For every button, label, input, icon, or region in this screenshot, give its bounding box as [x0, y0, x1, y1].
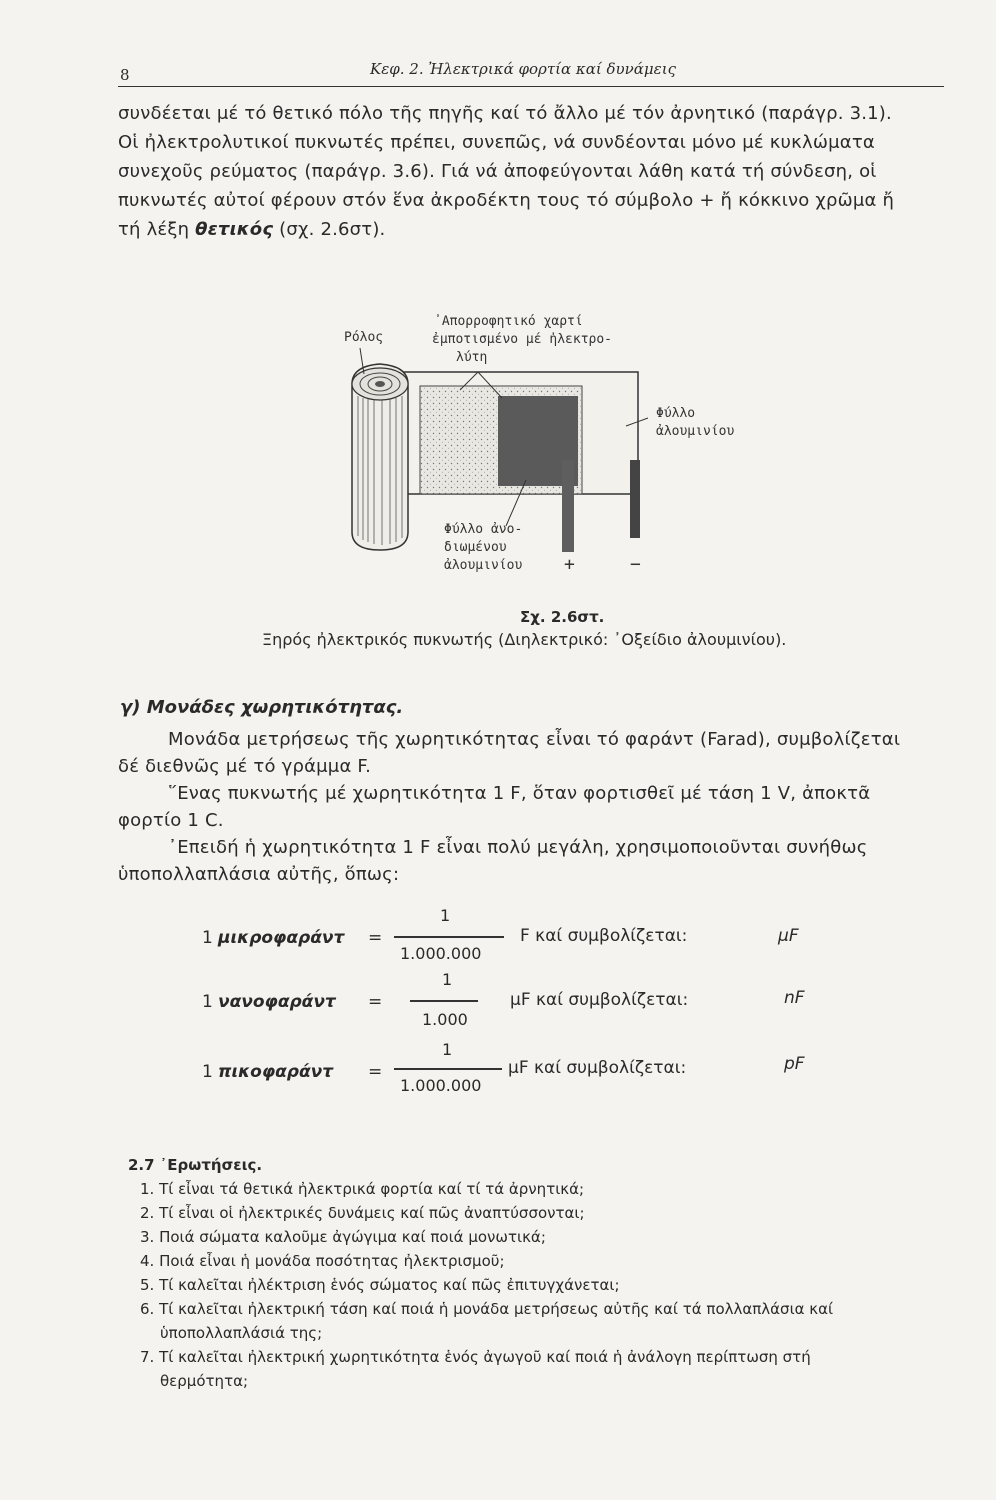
- formula-unit: F καί συμβολίζεται:: [520, 926, 688, 946]
- units-paragraph: [118, 716, 900, 888]
- formula-name: πικοφαράντ: [218, 1062, 334, 1082]
- intro-line: [118, 216, 894, 245]
- capacitor-figure: [330, 300, 760, 590]
- question-item: 3. Ποιά σώματα καλοῦμε ἀγώγιμα καί ποιά μονωτικά;: [140, 1228, 546, 1246]
- question-item: 6. Τί καλεῖται ἠλεκτρική τάση καί ποιά ἡ μονάδα μετρήσεως αὐτῆς καί τά πολλαπλάσια καί: [140, 1300, 834, 1318]
- formula-symbol: pF: [784, 1054, 805, 1074]
- formula-name: μικροφαράντ: [218, 928, 345, 948]
- chapter-title: Κεφ. 2. Ἠλεκτρικά φορτία καί δυνάμεις: [370, 60, 676, 78]
- intro-line: Οἱ ἠλεκτρολυτικοί πυκνωτές πρέπει, συνεπῶς, νά συνδέονται μόνο μέ κυκλώματα: [118, 132, 875, 153]
- question-item: 5. Τί καλεῖται ἠλέκτριση ἑνός σώματος καί πῶς ἐπιτυγχάνεται;: [140, 1276, 620, 1294]
- formula-unit: μF καί συμβολίζεται:: [510, 990, 689, 1010]
- label-paper: ᾿Απορροφητικό χαρτί: [434, 314, 583, 329]
- units-line: ῞Ενας πυκνωτής μέ χωρητικότητα 1 F, ὅταν φορτισθεῖ μέ τάση 1 V, ἀποκτᾶ: [168, 783, 871, 804]
- question-item: 4. Ποιά εἶναι ἡ μονάδα ποσότητας ἠλεκτρισμοῦ;: [140, 1252, 505, 1270]
- formula-one: 1: [202, 928, 213, 948]
- figure-caption: Ξηρός ἠλεκτρικός πυκνωτής (Διηλεκτρικό: ᾿Οξείδιο ἀλουμινίου).: [262, 630, 787, 649]
- intro-line: πυκνωτές αὐτοί φέρουν στόν ἕνα ἀκροδέκτη τους τό σύμβολο + ἤ κόκκινο χρῶμα ἤ: [118, 190, 895, 211]
- intro-text: τή λέξη: [118, 219, 196, 240]
- figure-number: Σχ. 2.6στ.: [520, 608, 605, 626]
- label-paper: λύτη: [456, 350, 488, 365]
- questions-list: [140, 1177, 833, 1393]
- units-line: ᾿Επειδή ἡ χωρητικότητα 1 F εἶναι πολύ μεγάλη, χρησιμοποιοῦνται συνήθως: [168, 837, 868, 858]
- emphasis-word: θετικός: [195, 219, 274, 240]
- label-anodized-foil: ἀλουμινίου: [444, 558, 523, 573]
- formula-one: 1: [202, 1062, 213, 1082]
- label-roll: Ρόλος: [344, 330, 384, 345]
- intro-line: συνεχοῦς ρεύματος (παράγρ. 3.6). Γιά νά ἀποφεύγονται λάθη κατά τή σύνδεση, οἱ: [118, 161, 877, 182]
- questions-heading: 2.7 ᾿Ερωτήσεις.: [128, 1156, 263, 1174]
- fraction-numerator: 1: [442, 1040, 453, 1059]
- fraction-numerator: 1: [442, 970, 453, 989]
- label-foil: Φύλλο: [656, 406, 696, 421]
- formula-name: νανοφαράντ: [218, 992, 336, 1012]
- negative-terminal: [630, 460, 640, 538]
- fraction-denominator: 1.000: [422, 1010, 468, 1029]
- page-header: [118, 60, 944, 87]
- formula-equals: =: [368, 992, 383, 1012]
- label-paper: ἐμποτισμένο μέ ἠλεκτρο-: [432, 332, 613, 347]
- question-item: 1. Τί εἶναι τά θετικά ἠλεκτρικά φορτία καί τί τά ἀρνητικά;: [140, 1180, 585, 1198]
- question-item: 2. Τί εἶναι οἱ ἠλεκτρικές δυνάμεις καί πῶς ἀναπτύσσονται;: [140, 1204, 585, 1222]
- question-item: 7. Τί καλεῖται ἠλεκτρική χωρητικότητα ἑνός ἀγωγοῦ καί ποιά ἡ ἀνάλογη περίπτωση στή: [140, 1348, 811, 1366]
- units-line: φορτίο 1 C.: [118, 810, 224, 831]
- formula-one: 1: [202, 992, 213, 1012]
- page-number: 8: [120, 66, 130, 84]
- fraction-bar: [394, 1068, 502, 1070]
- formula-symbol: nF: [784, 988, 805, 1008]
- intro-line: συνδέεται μέ τό θετικό πόλο τῆς πηγῆς καί τό ἄλλο μέ τόν ἀρνητικό (παράγρ. 3.1).: [118, 103, 892, 124]
- intro-paragraph: [118, 100, 894, 245]
- formula-equals: =: [368, 1062, 383, 1082]
- positive-terminal: [562, 460, 574, 552]
- fraction-numerator: 1: [440, 906, 451, 925]
- fraction-bar: [410, 1000, 478, 1002]
- formula-unit: μF καί συμβολίζεται:: [508, 1058, 687, 1078]
- fraction-denominator: 1.000.000: [400, 944, 482, 963]
- units-line: Μονάδα μετρήσεως τῆς χωρητικότητας εἶναι τό φαράντ (Farad), συμβολίζεται: [168, 729, 901, 750]
- units-line: δέ διεθνῶς μέ τό γράμμα F.: [118, 756, 372, 777]
- formula-symbol: μF: [778, 926, 799, 946]
- label-anodized-foil: διωμένου: [444, 540, 507, 555]
- units-line: ὑποπολλαπλάσια αὐτῆς, ὅπως:: [118, 864, 400, 885]
- plus-sign: +: [564, 554, 575, 575]
- question-continuation: θερμότητα;: [160, 1372, 249, 1390]
- formula-equals: =: [368, 928, 383, 948]
- fraction-bar: [394, 936, 504, 938]
- minus-sign: −: [630, 554, 641, 575]
- intro-text: (σχ. 2.6στ).: [273, 219, 386, 240]
- fraction-denominator: 1.000.000: [400, 1076, 482, 1095]
- label-foil: ἀλουμινίου: [656, 424, 735, 439]
- section-heading: γ) Μονάδες χωρητικότητας.: [120, 697, 404, 718]
- label-anodized-foil: Φύλλο ἀνο-: [444, 522, 523, 537]
- question-continuation: ὑποπολλαπλάσιά της;: [160, 1324, 323, 1342]
